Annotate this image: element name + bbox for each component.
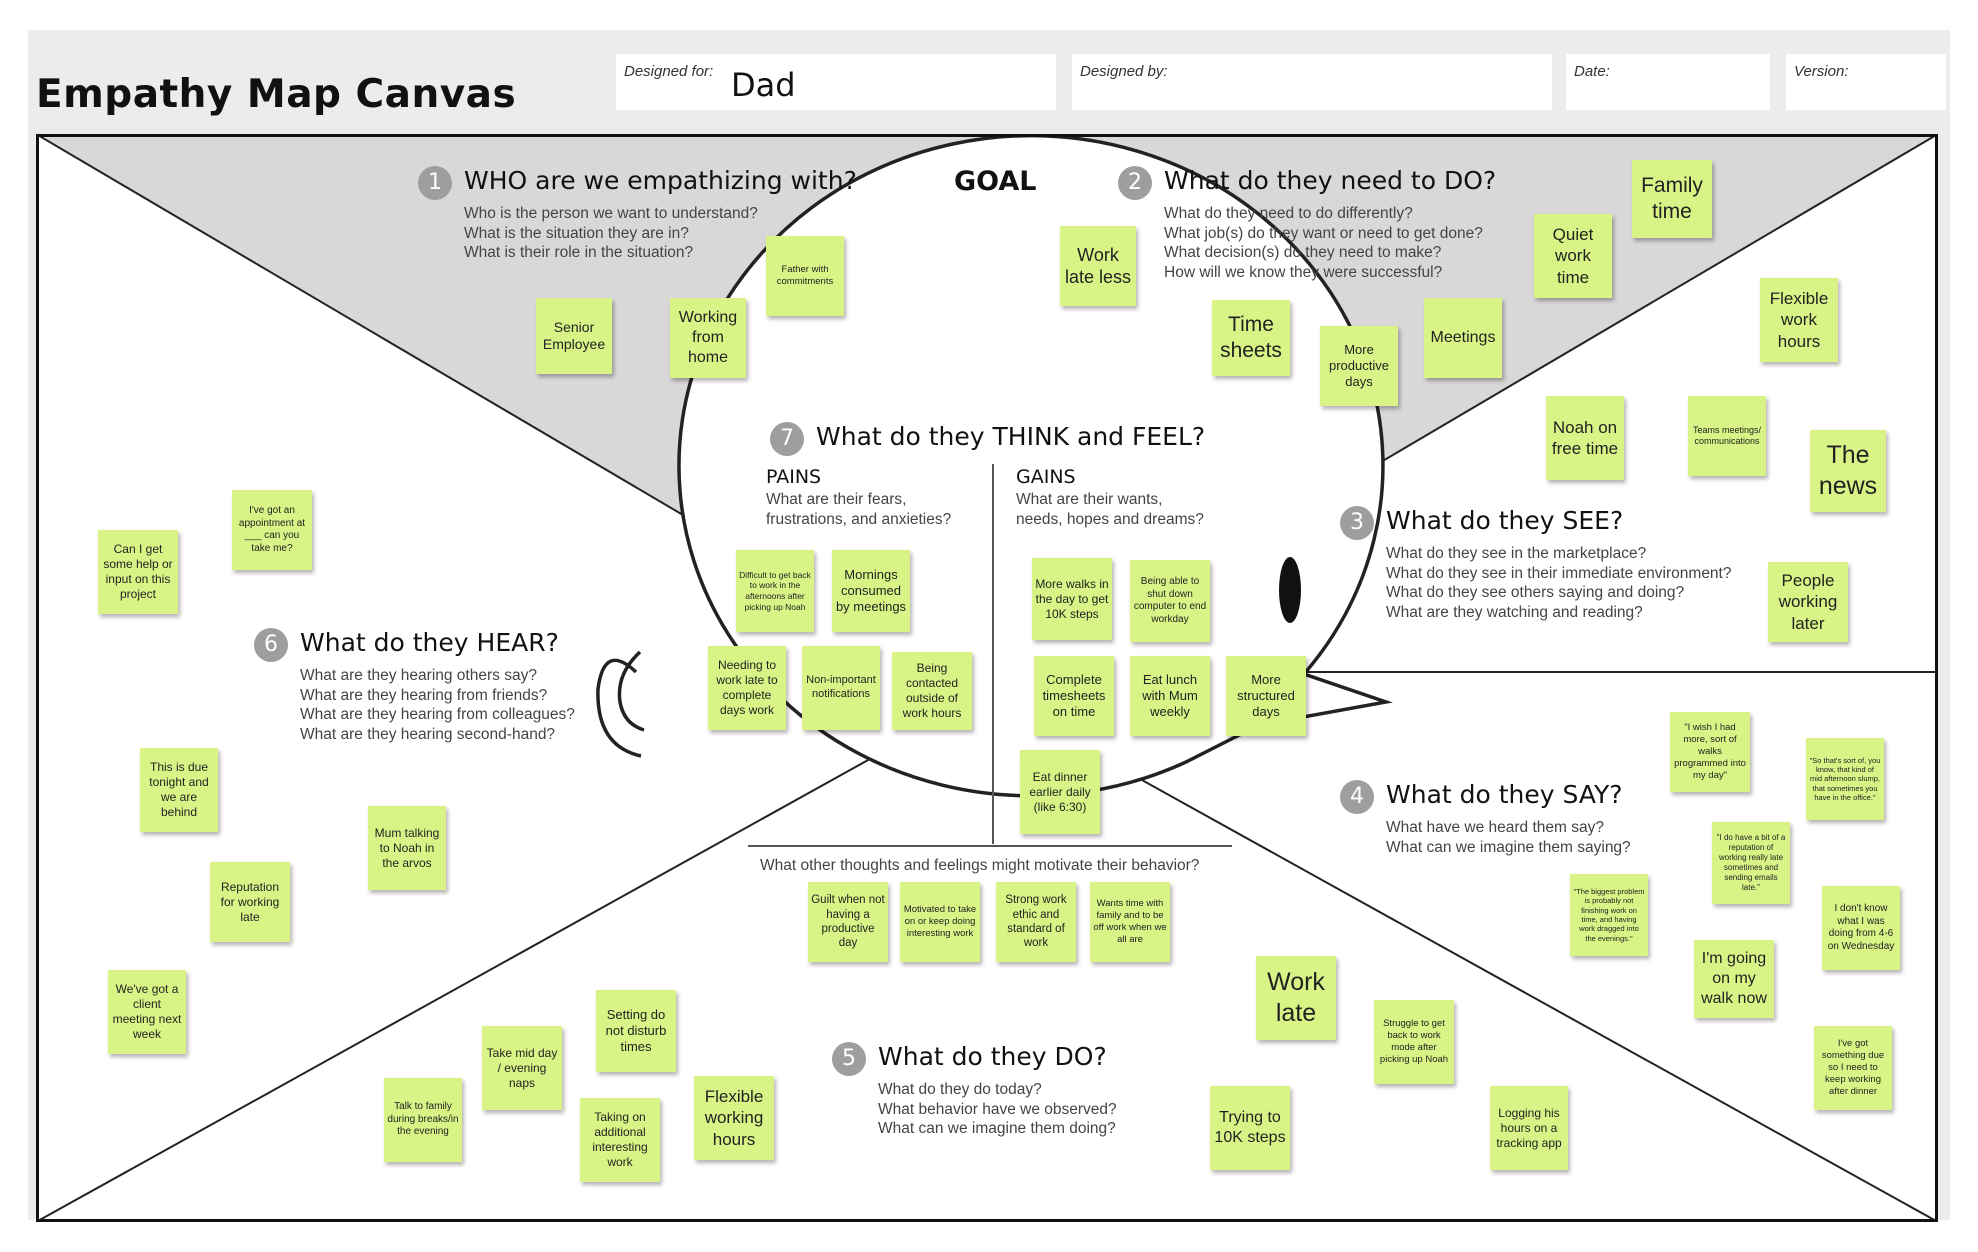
sticky-note-say[interactable]: "The biggest problem is probably not finishing work on time, and having work dragged into the evenings." — [1570, 874, 1648, 956]
sticky-note-gain[interactable]: Complete timesheets on time — [1034, 656, 1114, 736]
prompt-line: frustrations, and anxieties? — [766, 510, 952, 528]
date-field[interactable] — [1566, 54, 1770, 110]
sticky-note-see[interactable]: The news — [1810, 430, 1886, 512]
version-label: Version: — [1794, 63, 1849, 80]
section-subtitle — [1164, 204, 1483, 282]
prompt-line: What decision(s) do they need to make? — [1164, 244, 1442, 261]
prompt-line: What are their wants, — [1016, 491, 1163, 508]
section-title: What do they HEAR? — [300, 628, 559, 657]
section-title: What do they DO? — [878, 1042, 1107, 1071]
gains-prompt — [1016, 490, 1204, 529]
prompt-line: What job(s) do they want or need to get done? — [1164, 224, 1483, 242]
section-number-badge: 4 — [1340, 780, 1374, 814]
prompt-line: What are they hearing others say? — [300, 667, 537, 684]
sticky-note-need[interactable]: Work late less — [1060, 226, 1136, 306]
sticky-note-do[interactable]: Struggle to get back to work mode after picking up Noah — [1374, 1000, 1454, 1084]
sticky-note-who[interactable]: Father with commitments — [766, 236, 844, 316]
prompt-line: Who is the person we want to understand? — [464, 205, 758, 222]
eye — [1279, 557, 1301, 623]
version-field[interactable] — [1786, 54, 1946, 110]
sticky-note-pain[interactable]: Being contacted outside of work hours — [892, 652, 972, 730]
sticky-note-other[interactable]: Guilt when not having a productive day — [808, 882, 888, 962]
prompt-line: What do they see in their immediate environment? — [1386, 564, 1732, 582]
gains-heading: GAINS — [1016, 466, 1076, 488]
section-subtitle — [1386, 818, 1631, 857]
section-number-badge: 2 — [1118, 166, 1152, 200]
sticky-note-who[interactable]: Senior Employee — [536, 298, 612, 374]
prompt-line: What are they hearing from friends? — [300, 686, 548, 704]
pains-heading: PAINS — [766, 466, 822, 488]
designed-by-label: Designed by: — [1080, 63, 1168, 80]
sticky-note-other[interactable]: Strong work ethic and standard of work — [996, 882, 1076, 962]
sticky-note-other[interactable]: Wants time with family and to be off work when we all are — [1090, 882, 1170, 962]
page-title: Empathy Map Canvas — [36, 72, 517, 117]
sticky-note-gain[interactable]: Eat dinner earlier daily (like 6:30) — [1020, 750, 1100, 834]
prompt-line: What are they hearing second-hand? — [300, 725, 556, 743]
section-subtitle — [464, 204, 758, 263]
prompt-line: What do they see in the marketplace? — [1386, 545, 1647, 562]
section-subtitle — [300, 666, 575, 744]
section-number-badge: 6 — [254, 628, 288, 662]
section-title: What do they THINK and FEEL? — [816, 422, 1206, 451]
prompt-line: What do they see others saying and doing? — [1386, 584, 1685, 601]
goal-label: GOAL — [954, 166, 1037, 197]
sticky-note-say[interactable]: "So that's sort of, you know, that kind of mid afternoon slump, that sometimes you have in the office." — [1806, 738, 1884, 820]
section-title: What do they SEE? — [1386, 506, 1624, 535]
sticky-note-hear[interactable]: I've got an appointment at ___ can you take me? — [232, 490, 312, 570]
prompt-line: What is the situation they are in? — [464, 224, 689, 242]
prompt-line: What are their fears, — [766, 491, 907, 508]
sticky-note-do[interactable]: Take mid day / evening naps — [482, 1026, 562, 1110]
sticky-note-hear[interactable]: Mum talking to Noah in the arvos — [368, 806, 446, 890]
section-title: What do they need to DO? — [1164, 166, 1497, 195]
sticky-note-need[interactable]: Meetings — [1424, 298, 1502, 378]
prompt-line: What behavior have we observed? — [878, 1100, 1117, 1118]
sticky-note-do[interactable]: Talk to family during breaks/in the evening — [384, 1078, 462, 1162]
section-number-badge: 3 — [1340, 506, 1374, 540]
prompt-line: What do they need to do differently? — [1164, 205, 1413, 222]
sticky-note-gain[interactable]: More structured days — [1226, 656, 1306, 736]
sticky-note-gain[interactable]: Eat lunch with Mum weekly — [1130, 656, 1210, 736]
sticky-note-hear[interactable]: Reputation for working late — [210, 862, 290, 942]
prompt-line: What are they watching and reading? — [1386, 603, 1643, 621]
sticky-note-see[interactable]: Flexible work hours — [1760, 278, 1838, 362]
sticky-note-pain[interactable]: Needing to work late to complete days work — [708, 646, 786, 730]
section-subtitle — [878, 1080, 1117, 1139]
designed-for-field[interactable] — [616, 54, 1056, 110]
sticky-note-pain[interactable]: Mornings consumed by meetings — [832, 550, 910, 632]
sticky-note-say[interactable]: "I wish I had more, sort of walks programmed into my day" — [1670, 712, 1750, 792]
prompt-line: What can we imagine them doing? — [878, 1120, 1116, 1137]
sticky-note-who[interactable]: Working from home — [670, 298, 746, 378]
sticky-note-see[interactable]: Noah on free time — [1546, 396, 1624, 480]
other-thoughts-prompt: What other thoughts and feelings might motivate their behavior? — [760, 857, 1200, 874]
sticky-note-say[interactable]: "I do have a bit of a reputation of working really late sometimes and sending emails late." — [1712, 822, 1790, 904]
prompt-line: What can we imagine them saying? — [1386, 838, 1631, 856]
prompt-line: What is their role in the situation? — [464, 244, 694, 261]
prompt-line: What do they do today? — [878, 1081, 1042, 1098]
sticky-note-say[interactable]: I'm going on my walk now — [1694, 940, 1774, 1018]
prompt-line: needs, hopes and dreams? — [1016, 510, 1204, 528]
designed-for-value: Dad — [731, 66, 796, 104]
prompt-line: What have we heard them say? — [1386, 819, 1604, 836]
sticky-note-gain[interactable]: More walks in the day to get 10K steps — [1032, 558, 1112, 640]
sticky-note-need[interactable]: Family time — [1632, 160, 1712, 238]
sticky-note-pain[interactable]: Non-important notifications — [802, 646, 880, 730]
section-title: What do they SAY? — [1386, 780, 1623, 809]
section-number-badge: 5 — [832, 1042, 866, 1076]
sticky-note-do[interactable]: Setting do not disturb times — [596, 990, 676, 1072]
pains-prompt — [766, 490, 951, 529]
sticky-note-do[interactable]: Flexible working hours — [694, 1076, 774, 1160]
prompt-line: What are they hearing from colleagues? — [300, 706, 575, 723]
sticky-note-need[interactable]: Time sheets — [1212, 300, 1290, 376]
sticky-note-hear[interactable]: This is due tonight and we are behind — [140, 748, 218, 832]
section-number-badge: 1 — [418, 166, 452, 200]
sticky-note-say[interactable]: I've got something due so I need to keep working after dinner — [1814, 1026, 1892, 1110]
sticky-note-other[interactable]: Motivated to take on or keep doing interesting work — [900, 882, 980, 962]
sticky-note-need[interactable]: More productive days — [1320, 326, 1398, 406]
designed-for-label: Designed for: — [624, 63, 714, 80]
section-title: WHO are we empathizing with? — [464, 166, 857, 195]
sticky-note-see[interactable]: Teams meetings/ communications — [1688, 396, 1766, 476]
sticky-note-need[interactable]: Quiet work time — [1534, 214, 1612, 298]
sticky-note-hear[interactable]: Can I get some help or input on this project — [98, 530, 178, 614]
sticky-note-see[interactable]: People working later — [1768, 562, 1848, 642]
prompt-line: How will we know they were successful? — [1164, 263, 1443, 281]
sticky-note-do[interactable]: Taking on additional interesting work — [580, 1098, 660, 1182]
sticky-note-gain[interactable]: Being able to shut down computer to end workday — [1130, 560, 1210, 642]
designed-by-field[interactable] — [1072, 54, 1552, 110]
section-subtitle — [1386, 544, 1731, 622]
sticky-note-say[interactable]: I don't know what I was doing from 4-6 on Wednesday — [1822, 886, 1900, 970]
sticky-note-do[interactable]: Logging his hours on a tracking app — [1490, 1086, 1568, 1170]
sticky-note-pain[interactable]: Difficult to get back to work in the afternoons after picking up Noah — [736, 550, 814, 632]
sticky-note-do[interactable]: Work late — [1256, 956, 1336, 1040]
sticky-note-hear[interactable]: We've got a client meeting next week — [108, 970, 186, 1054]
date-label: Date: — [1574, 63, 1610, 80]
sticky-note-do[interactable]: Trying to 10K steps — [1210, 1086, 1290, 1170]
section-number-badge: 7 — [770, 422, 804, 456]
